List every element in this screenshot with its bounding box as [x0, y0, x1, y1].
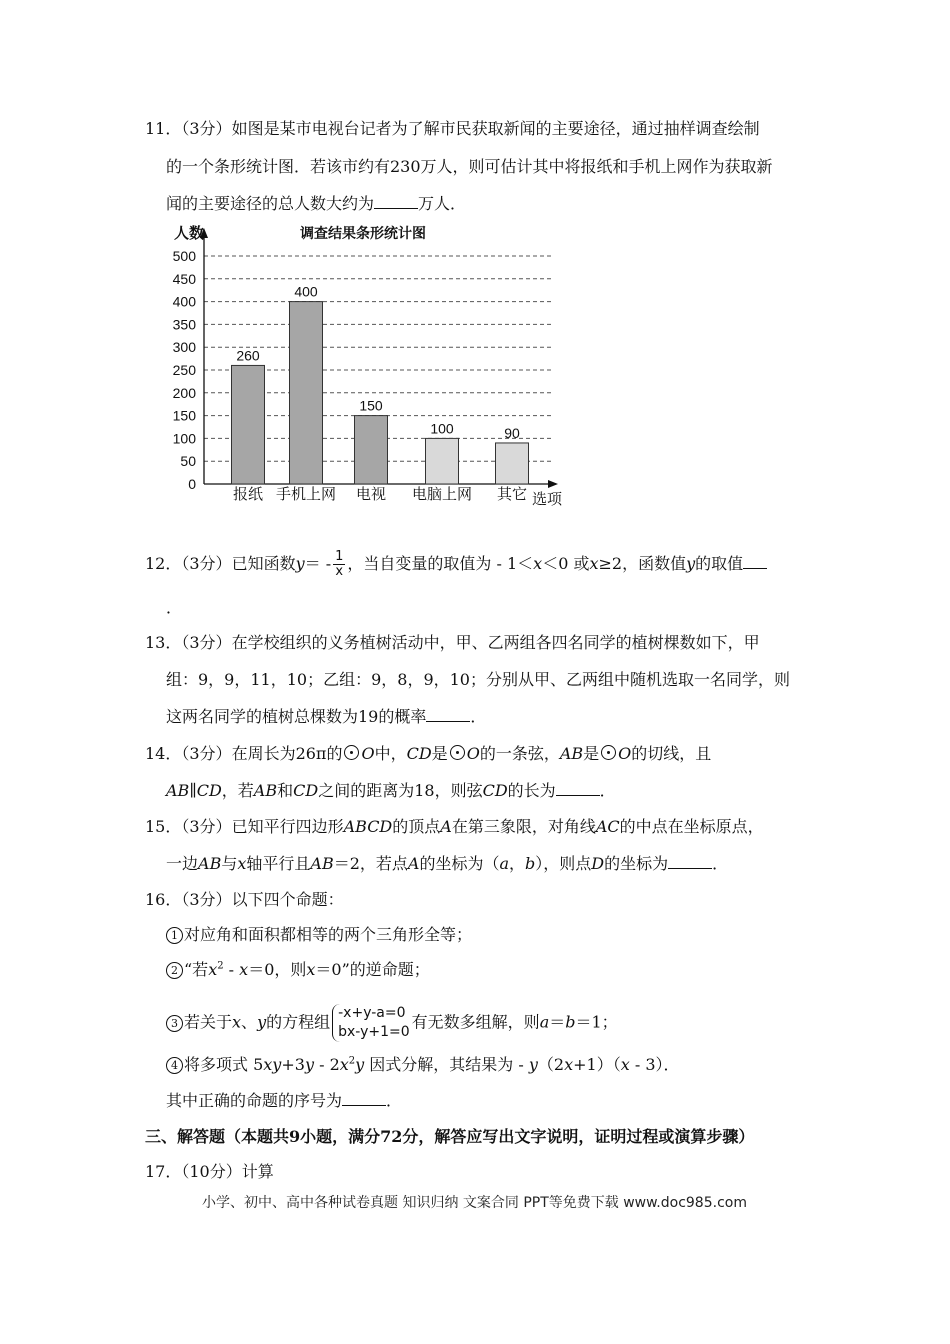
q14-parallel: ∥	[189, 781, 197, 800]
circle-dot-icon	[344, 745, 359, 760]
q11-line3	[166, 194, 466, 214]
q12-answer-blank[interactable]	[743, 554, 767, 569]
q15-number: 15．	[145, 817, 182, 836]
q12-fraction	[333, 550, 345, 579]
y-tick-label: 450	[172, 270, 196, 287]
q16-p4y: y	[304, 1055, 314, 1074]
y-tick-label: 500	[172, 248, 196, 264]
footer: 小学、初中、高中各种试卷真题 知识归纳 文案合同 PPT等免费下载 www.doc985.com	[202, 1195, 747, 1211]
q16-p3f: ＝1；	[575, 1012, 618, 1032]
q16-line1	[145, 890, 344, 910]
q16-p2x3: x	[306, 960, 316, 979]
q12-var-y2: y	[686, 554, 696, 573]
q14-text7: ，若	[221, 781, 254, 800]
q11-number: 11．	[145, 119, 182, 138]
q15-text11: ），则点	[535, 854, 592, 873]
q14-cd4: CD	[482, 781, 508, 800]
q16-p3y: y	[257, 1012, 267, 1032]
q14-text5: 是	[583, 744, 600, 763]
q12-line1	[145, 550, 767, 579]
q16-p4a: 将多项式 5	[184, 1055, 264, 1074]
q11-line1	[145, 119, 760, 139]
q15-text10: ，	[509, 854, 526, 873]
q15-score: （3分）	[181, 817, 232, 836]
q16-p2-exp: 2	[217, 960, 224, 972]
q13-text3: 这两名同学的植树总棵数为19的概率	[166, 707, 427, 726]
q15-text3: 在第三象限，对角线	[451, 817, 596, 836]
q16-p4xy: xy	[263, 1055, 282, 1074]
x-category-label: 电脑上网	[411, 486, 473, 503]
q12-score: （3分）	[181, 554, 232, 573]
q16-p2b: -	[223, 960, 240, 979]
q15-line1	[145, 817, 764, 837]
q16-prop1	[166, 925, 472, 945]
q16-p3a: 若关于	[184, 1012, 233, 1032]
circled-number-icon: 2	[166, 962, 183, 979]
q14-text1: 在周长为26π的	[231, 744, 343, 763]
y-tick-label: 300	[172, 339, 196, 356]
q16-p4b: +3	[281, 1055, 305, 1074]
q14-line1	[145, 744, 711, 764]
q16-answer-blank[interactable]	[342, 1091, 386, 1106]
q16-p3b2: b	[565, 1012, 576, 1032]
q16-p3b: 、	[241, 1012, 258, 1032]
x-axis-arrow	[548, 480, 558, 488]
y-tick-label: 250	[172, 362, 196, 378]
q14-cd3: CD	[293, 781, 319, 800]
q15-a: a	[499, 854, 510, 873]
y-tick-label: 150	[172, 407, 196, 424]
q14-o2: O	[466, 744, 480, 763]
x-category-label: 报纸	[232, 486, 264, 503]
q12-eq: ＝ -	[304, 554, 332, 573]
q14-cd1: CD	[406, 744, 432, 763]
q12-frac-den: x	[335, 564, 344, 579]
q16-end: ．	[386, 1091, 403, 1110]
q16-p4x2: x	[339, 1055, 349, 1074]
q13-score: （3分）	[181, 633, 232, 652]
q12-number: 12．	[145, 554, 182, 573]
q14-score: （3分）	[181, 744, 232, 763]
circled-number-icon: 4	[166, 1057, 183, 1074]
q12-text: 已知函数	[231, 554, 296, 573]
q15-ac: AC	[595, 817, 620, 836]
q17-score: （10分）	[181, 1162, 242, 1181]
q15-a1: A	[440, 817, 452, 836]
q14-ab2: AB	[166, 781, 190, 800]
q14-text10: 的长为	[507, 781, 556, 800]
q16-p2x: x	[208, 960, 218, 979]
q14-text4: 的一条弦，	[479, 744, 560, 763]
q13-line1	[145, 633, 760, 653]
q14-text6: 的切线，且	[631, 744, 712, 763]
q15-line2	[166, 854, 728, 874]
q16-p2x2: x	[239, 960, 249, 979]
q16-p3x: x	[232, 1012, 242, 1032]
q16-question	[166, 1091, 402, 1111]
q13-text1: 在学校组织的义务植树活动中，甲、乙两组各四名同学的植树棵数如下，甲	[231, 633, 760, 652]
q12-var-x2: x	[589, 554, 599, 573]
q15-text12: 的坐标为	[604, 854, 669, 873]
q12-frac-num: 1	[335, 549, 344, 564]
q15-abcd: ABCD	[343, 817, 393, 836]
q15-b: b	[525, 854, 536, 873]
q16-p3d: 有无数多组解，则	[411, 1012, 540, 1032]
q16-p4-exp: 2	[348, 1055, 356, 1067]
q15-a2: A	[407, 854, 420, 873]
q16-sys1: -x+y-a=0	[338, 1005, 406, 1021]
q14-number: 14．	[145, 744, 182, 763]
q17-text: 计算	[241, 1162, 274, 1181]
bar	[290, 302, 323, 484]
q14-ab3: AB	[253, 781, 278, 800]
q16-p4y2: y	[355, 1055, 365, 1074]
q12-text5: 的取值	[695, 554, 744, 573]
q15-d: D	[591, 854, 605, 873]
x-axis-title: 选项	[532, 491, 563, 508]
q17-number: 17．	[145, 1162, 182, 1181]
q16-number: 16．	[145, 890, 182, 909]
q16-p3a2: a	[539, 1012, 550, 1032]
q16-p4d: 因式分解，其结果为 -	[364, 1055, 529, 1074]
q15-ab1: AB	[198, 854, 222, 873]
bar-value-label: 260	[236, 347, 260, 364]
q12-var-y: y	[295, 554, 305, 573]
q17-line	[145, 1162, 274, 1182]
q16-p2d: ＝0”的逆命题；	[315, 960, 430, 979]
q11-text1: 如图是某市电视台记者为了解市民获取新闻的主要途径，通过抽样调查绘制	[231, 119, 760, 138]
q13-line2: 组：9，9，11，10；乙组：9，8，9，10；分别从甲、乙两组中随机选取一名同学，则	[166, 670, 790, 689]
q12-text2: ，当自变量的取值为 - 1＜	[347, 554, 534, 573]
q13-line3	[166, 707, 486, 727]
q11-answer-blank[interactable]	[374, 194, 418, 209]
y-tick-label: 100	[172, 430, 196, 447]
q14-cd2: CD	[196, 781, 222, 800]
q16-prop2	[166, 960, 430, 980]
q15-end: ．	[712, 854, 729, 873]
q15-text7: 轴平行且	[246, 854, 311, 873]
q15-x: x	[237, 854, 247, 873]
q16-p4e: （2	[537, 1055, 565, 1074]
q14-line2	[166, 781, 616, 801]
section-heading: 三、解答题（本题共9小题，满分72分，解答应写出文字说明，证明过程或演算步骤）	[145, 1127, 755, 1146]
bar	[232, 365, 265, 484]
q12-end: ．	[166, 598, 183, 617]
bar	[355, 416, 388, 484]
q14-end: ．	[599, 781, 616, 800]
q15-ab2: AB	[310, 854, 334, 873]
q16-intro: 以下四个命题：	[231, 890, 344, 909]
q15-text9: 的坐标为（	[419, 854, 500, 873]
x-category-label: 其它	[496, 486, 528, 503]
q15-text1: 已知平行四边形	[231, 817, 344, 836]
y-axis-title: 人数	[174, 225, 205, 242]
bar-value-label: 100	[430, 420, 454, 437]
q12-text4: ≥2，函数值	[598, 554, 687, 573]
q13-end: ．	[470, 707, 487, 726]
q16-p4f: +1）（	[573, 1055, 621, 1074]
q14-text8: 和	[277, 781, 294, 800]
q11-line2	[166, 157, 773, 177]
q16-p3e: ＝	[549, 1012, 566, 1032]
q13-answer-blank[interactable]	[426, 707, 470, 722]
q15-text8: ＝2，若点	[333, 854, 408, 873]
q14-text3: 是	[431, 744, 448, 763]
q13-number: 13．	[145, 633, 182, 652]
q12-text3: ＜0 或	[542, 554, 590, 573]
x-category-label: 手机上网	[275, 486, 337, 503]
y-tick-label: 400	[172, 293, 196, 310]
q11-text3: 闻的主要途径的总人数大约为	[166, 194, 375, 213]
q16-p2a: “若	[184, 960, 209, 979]
q16-p4c: - 2	[313, 1055, 340, 1074]
bar	[426, 438, 459, 484]
q16-sys2: bx-y+1=0	[338, 1024, 410, 1040]
q11-score: （3分）	[181, 119, 232, 138]
q16-ask: 其中正确的命题的序号为	[166, 1091, 343, 1110]
q16-p4x3: x	[564, 1055, 574, 1074]
bar-value-label: 90	[504, 424, 520, 441]
q14-text9: 之间的距离为18，则弦	[318, 781, 483, 800]
circle-dot-icon	[450, 745, 465, 760]
x-category-label: 电视	[355, 486, 387, 503]
y-tick-label: 50	[180, 453, 196, 470]
y-tick-label: 200	[172, 384, 196, 401]
bar-value-label: 150	[359, 397, 383, 414]
q16-prop3	[166, 1004, 618, 1042]
q15-text5: 一边	[166, 854, 199, 873]
q16-p4x4: x	[620, 1055, 630, 1074]
y-tick-label: 0	[188, 476, 196, 492]
circle-dot-icon	[601, 745, 616, 760]
bar-value-label: 400	[294, 283, 318, 300]
q14-answer-blank[interactable]	[556, 781, 600, 796]
q15-text2: 的顶点	[392, 817, 441, 836]
q16-prop4	[166, 1055, 680, 1075]
q16-p4y3: y	[528, 1055, 538, 1074]
circled-number-icon: 1	[166, 927, 183, 944]
equation-system	[332, 1004, 410, 1042]
bar-chart	[160, 222, 580, 512]
q16-p2c: ＝0，则	[248, 960, 307, 979]
circled-number-icon: 3	[166, 1015, 183, 1032]
bar	[496, 443, 529, 484]
y-tick-label: 350	[172, 316, 196, 333]
q15-answer-blank[interactable]	[668, 854, 712, 869]
q12-var-x1: x	[533, 554, 543, 573]
chart-title: 调查结果条形统计图	[300, 225, 426, 241]
q15-text4: 的中点在坐标原点，	[619, 817, 764, 836]
q16-p1-text: 对应角和面积都相等的两个三角形全等；	[184, 925, 473, 944]
q15-text6: 与	[221, 854, 238, 873]
q16-p4g: - 3）．	[629, 1055, 680, 1074]
q11-text2: 的一个条形统计图．若该市约有230万人，则可估计其中将报纸和手机上网作为获取新	[166, 157, 773, 176]
q16-p3c: 的方程组	[266, 1012, 331, 1032]
q11-text4: 万人．	[418, 194, 467, 213]
q14-ab1: AB	[559, 744, 584, 763]
q16-score: （3分）	[181, 890, 232, 909]
q14-text2: 中，	[374, 744, 407, 763]
q14-o3: O	[618, 744, 632, 763]
q14-o1: O	[361, 744, 375, 763]
